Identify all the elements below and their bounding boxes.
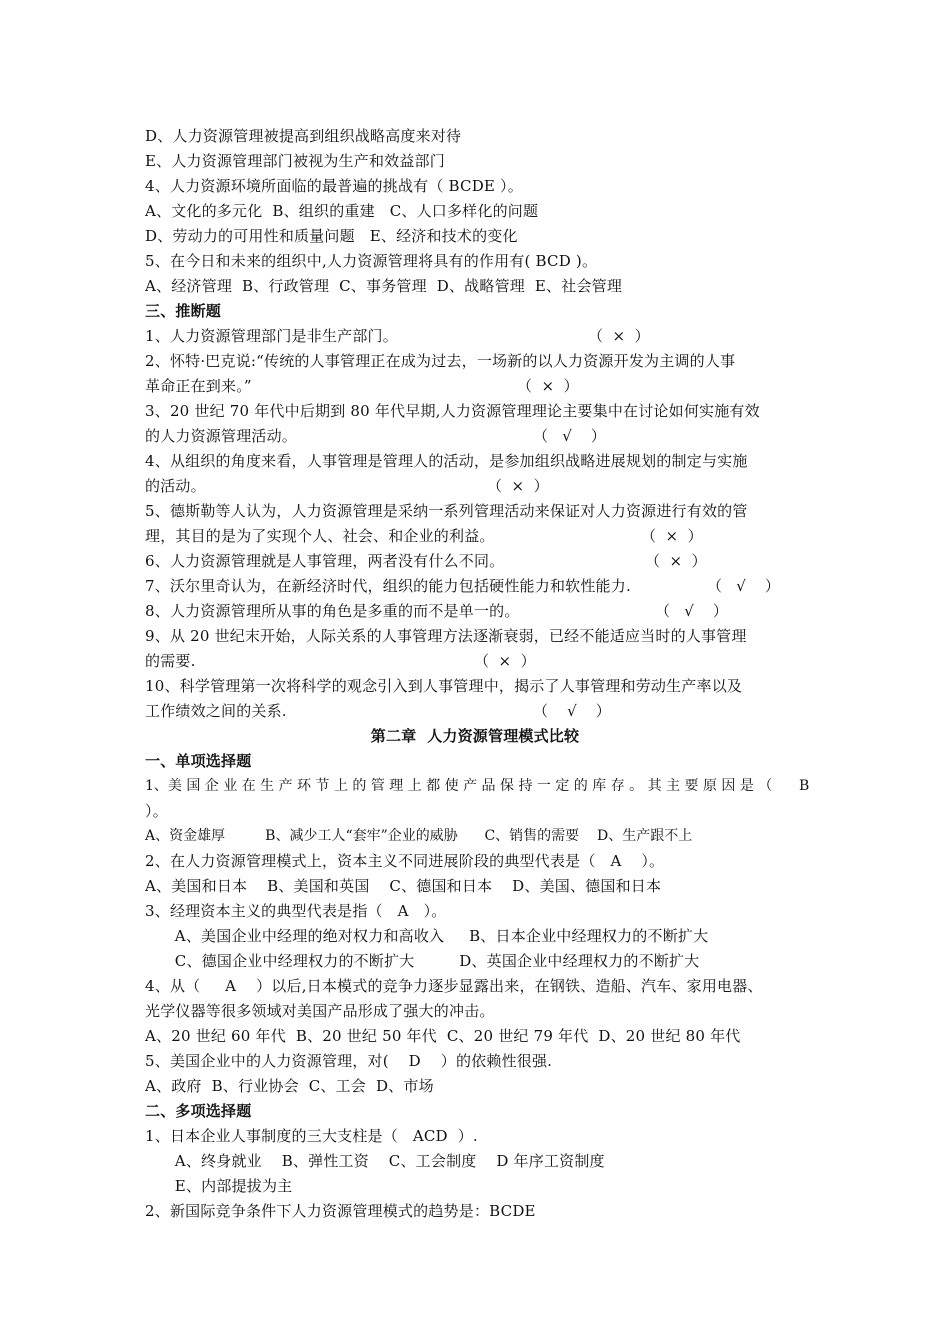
option-line: A、资金雄厚 B、减少工人“套牢”企业的威胁 C、销售的需要 D、生产跟不上 <box>145 828 693 844</box>
option-line: E、内部提拔为主 <box>145 1177 293 1195</box>
answer-mark: （ × ） <box>588 327 650 345</box>
option-line: A、美国和日本 B、美国和英国 C、德国和日本 D、美国、德国和日本 <box>145 877 662 895</box>
answer-mark: （ × ） <box>517 377 579 395</box>
question-line: 4、从（ A ）以后,日本模式的竞争力逐步显露出来，在钢铁、造船、汽车、家用电器、 <box>145 977 763 995</box>
question-line: 7、沃尔里奇认为，在新经济时代，组织的能力包括硬性能力和软性能力. <box>145 577 631 595</box>
question-line: 5、在今日和未来的组织中,人力资源管理将具有的作用有( BCD )。 <box>145 252 598 270</box>
question-line: 1、美 国 企 业 在 生 产 环 节 上 的 管 理 上 都 使 产 品 保 持 一 定 的 库 存 。 其 主 要 原 因 是 （ B <box>145 778 810 794</box>
section-heading: 一、单项选择题 <box>145 752 252 770</box>
option-line: A、经济管理 B、行政管理 C、事务管理 D、战略管理 E、社会管理 <box>145 277 623 295</box>
option-line: A、20 世纪 60 年代 B、20 世纪 50 年代 C、20 世纪 79 年代 D、20 世纪 80 年代 <box>145 1027 741 1045</box>
question-line: 1、人力资源管理部门是非生产部门。 <box>145 327 398 345</box>
question-line: 理，其目的是为了实现个人、社会、和企业的利益。 <box>145 527 495 545</box>
question-line: 6、人力资源管理就是人事管理，两者没有什么不同。 <box>145 552 505 570</box>
chapter-title: 第二章 人力资源管理模式比较 <box>370 727 580 745</box>
answer-mark: （ √ ） <box>533 427 606 445</box>
question-line: 1、日本企业人事制度的三大支柱是（ ACD ）. <box>145 1127 478 1145</box>
question-line: 光学仪器等很多领域对美国产品形成了强大的冲击。 <box>145 1002 495 1020</box>
question-line: 的需要. <box>145 652 196 670</box>
answer-mark: （ × ） <box>474 652 536 670</box>
option-line: A、文化的多元化 B、组织的重建 C、人口多样化的问题 <box>145 202 539 220</box>
question-line: 5、德斯勒等人认为，人力资源管理是采纳一系列管理活动来保证对人力资源进行有效的管 <box>145 502 748 520</box>
question-line: ）。 <box>145 802 168 820</box>
question-line: 2、在人力资源管理模式上，资本主义不同进展阶段的典型代表是（ A ）。 <box>145 852 665 870</box>
answer-mark: （ × ） <box>645 552 707 570</box>
question-line: 3、20 世纪 70 年代中后期到 80 年代早期,人力资源管理理论主要集中在讨论如何实施有效 <box>145 402 760 420</box>
section-heading: 二、多项选择题 <box>145 1102 252 1120</box>
question-line: 工作绩效之间的关系. <box>145 702 287 720</box>
question-line: 8、人力资源管理所从事的角色是多重的而不是单一的。 <box>145 602 520 620</box>
option-line: D、人力资源管理被提高到组织战略高度来对待 <box>145 127 462 145</box>
answer-mark: （ √ ） <box>707 577 780 595</box>
question-line: 9、从 20 世纪末开始，人际关系的人事管理方法逐渐衰弱，已经不能适应当时的人事管理 <box>145 627 747 645</box>
question-line: 的活动。 <box>145 477 206 495</box>
option-line: A、终身就业 B、弹性工资 C、工会制度 D 年序工资制度 <box>145 1152 605 1170</box>
answer-mark: （ × ） <box>487 477 549 495</box>
option-line: A、政府 B、行业协会 C、工会 D、市场 <box>145 1077 434 1095</box>
question-line: 革命正在到来。” <box>145 377 252 395</box>
section-heading: 三、推断题 <box>145 302 222 320</box>
question-line: 4、人力资源环境所面临的最普遍的挑战有（ BCDE ）。 <box>145 177 523 195</box>
answer-mark: （ × ） <box>641 527 703 545</box>
question-line: 5、美国企业中的人力资源管理，对( D ）的依赖性很强. <box>145 1052 553 1070</box>
answer-mark: （ √ ） <box>655 602 728 620</box>
question-line: 4、从组织的角度来看，人事管理是管理人的活动，是参加组织战略进展规划的制定与实施 <box>145 452 748 470</box>
question-line: 2、怀特·巴克说:“传统的人事管理正在成为过去，一场新的以人力资源开发为主调的人事 <box>145 352 736 370</box>
question-line: 2、新国际竞争条件下人力资源管理模式的趋势是：BCDE <box>145 1202 536 1220</box>
option-line: A、美国企业中经理的绝对权力和高收入 B、日本企业中经理权力的不断扩大 <box>145 927 709 945</box>
option-line: C、德国企业中经理权力的不断扩大 D、英国企业中经理权力的不断扩大 <box>145 952 700 970</box>
question-line: 的人力资源管理活动。 <box>145 427 298 445</box>
option-line: D、劳动力的可用性和质量问题 E、经济和技术的变化 <box>145 227 518 245</box>
option-line: E、人力资源管理部门被视为生产和效益部门 <box>145 152 445 170</box>
question-line: 10、科学管理第一次将科学的观念引入到人事管理中，揭示了人事管理和劳动生产率以及 <box>145 677 743 695</box>
question-line: 3、经理资本主义的典型代表是指（ A ）。 <box>145 902 447 920</box>
answer-mark: （ √ ） <box>533 702 611 720</box>
